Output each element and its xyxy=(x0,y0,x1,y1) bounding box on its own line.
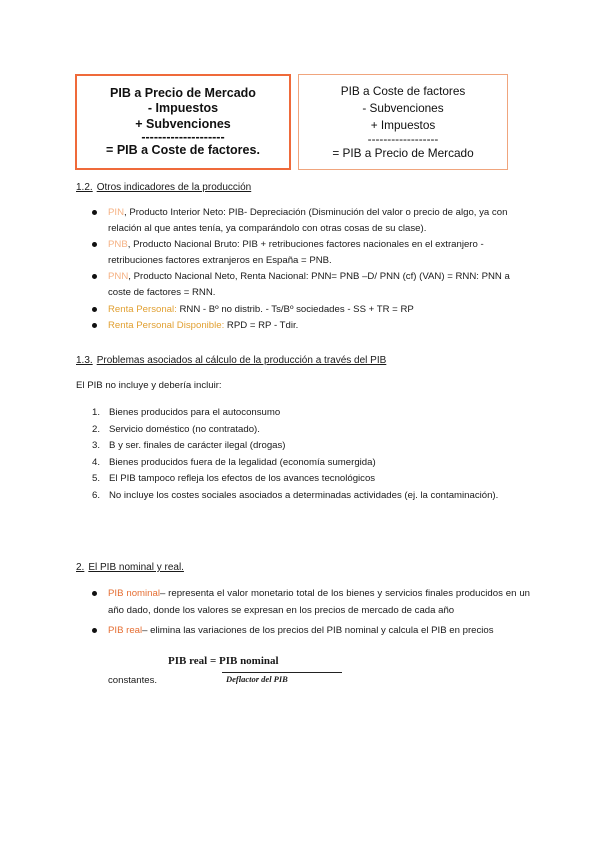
formula-denominator: Deflactor del PIB xyxy=(226,674,288,684)
fraction-line xyxy=(222,672,342,673)
pib-nominal-text: – representa el valor monetario total de los bienes y servicios finales producidos en un año dado, donde los valores se expresan en los precios de mercado de cada año xyxy=(108,588,530,616)
item-text: No incluye los costes sociales asociados a determinadas actividades (ej. la contaminación). xyxy=(109,489,499,501)
item-text: B y ser. finales de carácter ilegal (drogas) xyxy=(109,440,286,451)
list-item xyxy=(92,623,530,639)
section-heading-2 xyxy=(76,562,184,573)
bullet-icon xyxy=(92,628,97,633)
section-number: 1.2. xyxy=(76,182,93,193)
list-item xyxy=(92,586,530,619)
list-item xyxy=(92,405,522,422)
bullet-icon xyxy=(92,242,97,247)
list-item xyxy=(92,422,522,439)
indicator-key: Renta Personal: xyxy=(108,303,177,315)
section-heading-1-3 xyxy=(76,355,386,366)
list-item xyxy=(92,318,530,334)
list-item xyxy=(92,471,522,488)
indicator-text: RNN - Bº no distrib. - Ts/Bº sociedades - SS + TR = RP xyxy=(176,303,414,315)
list-item xyxy=(92,237,530,268)
item-number: 1. xyxy=(92,407,101,418)
pib-real-tail: constantes. xyxy=(108,675,158,686)
bullet-icon xyxy=(92,323,97,328)
box-line: = PIB a Coste de factores. xyxy=(106,143,260,157)
item-text: Bienes producidos fuera de la legalidad (economía sumergida) xyxy=(109,456,376,468)
list-item xyxy=(92,488,522,505)
bullet-icon xyxy=(92,591,97,596)
pib-nominal-key: PIB nominal xyxy=(108,588,160,599)
pib-types-list xyxy=(92,586,530,640)
box-line: PIB a Coste de factores xyxy=(340,83,466,98)
pib-real-text: – elimina las variaciones de los precios del PIB nominal y calcula el PIB en precios xyxy=(142,625,494,636)
indicator-text: , Producto Nacional Bruto: PIB + retribuciones factores nacionales en el extranjero - retribuciones factores extranjeros en España = PNB. xyxy=(108,239,484,266)
indicator-key: PIN xyxy=(108,207,124,218)
list-item xyxy=(92,269,530,300)
list-item xyxy=(92,302,530,318)
bullet-icon xyxy=(92,274,97,279)
box-pib-market-price xyxy=(75,74,291,170)
item-text: Bienes producidos para el autoconsumo xyxy=(109,407,281,418)
section-number: 2. xyxy=(76,562,85,573)
item-text: Servicio doméstico (no contratado). xyxy=(109,423,260,435)
formula-numerator: PIB real = PIB nominal xyxy=(168,655,279,667)
section-number: 1.3. xyxy=(76,355,93,366)
item-number: 5. xyxy=(92,473,101,484)
bullet-icon xyxy=(92,210,97,215)
list-item xyxy=(92,205,530,236)
box-line: ------------------ xyxy=(367,131,439,146)
section-title: Problemas asociados al cálculo de la producción a través del PIB xyxy=(96,355,387,366)
section-title: El PIB nominal y real. xyxy=(88,562,184,573)
box-line: - Subvenciones xyxy=(362,100,444,115)
indicators-list xyxy=(92,205,530,335)
item-number: 3. xyxy=(92,440,101,451)
indicator-text: , Producto Interior Neto: PIB- Depreciación (Disminución del valor o precio de algo, ya con relación al que antes tenía, ya comparándolo con otras cosas de su clase). xyxy=(108,207,508,234)
indicator-key: Renta Personal Disponible: xyxy=(108,320,225,332)
list-item xyxy=(92,438,522,455)
box-line: + Subvenciones xyxy=(135,116,231,131)
box-line: - Impuestos xyxy=(147,101,219,115)
pib-real-formula xyxy=(168,655,288,684)
box-line: -------------------- xyxy=(141,130,225,144)
box-pib-factor-cost xyxy=(298,74,508,170)
bullet-icon xyxy=(92,307,97,312)
item-number: 2. xyxy=(92,423,101,435)
section-heading-1-2 xyxy=(76,182,251,193)
indicator-key: PNB xyxy=(108,239,128,251)
box-line: + Impuestos xyxy=(370,117,436,132)
box-line: PIB a Precio de Mercado xyxy=(110,85,256,100)
indicator-key: PNN xyxy=(108,271,129,283)
item-number: 4. xyxy=(92,456,101,468)
pib-real-key: PIB real xyxy=(108,625,143,636)
section-title: Otros indicadores de la producción xyxy=(96,182,252,193)
problems-list xyxy=(92,405,522,504)
item-text: El PIB tampoco refleja los efectos de los avances tecnológicos xyxy=(109,473,376,484)
indicator-text: , Producto Nacional Neto, Renta Nacional: PNN= PNB –D/ PNN (cf) (VAN) = RNN: PNN a coste de factores = RNN. xyxy=(108,271,510,298)
intro-paragraph: El PIB no incluye y debería incluir: xyxy=(76,380,222,391)
item-number: 6. xyxy=(92,489,101,501)
indicator-text: RPD = RP - Tdir. xyxy=(224,320,299,332)
list-item xyxy=(92,455,522,472)
box-line: = PIB a Precio de Mercado xyxy=(332,145,474,160)
